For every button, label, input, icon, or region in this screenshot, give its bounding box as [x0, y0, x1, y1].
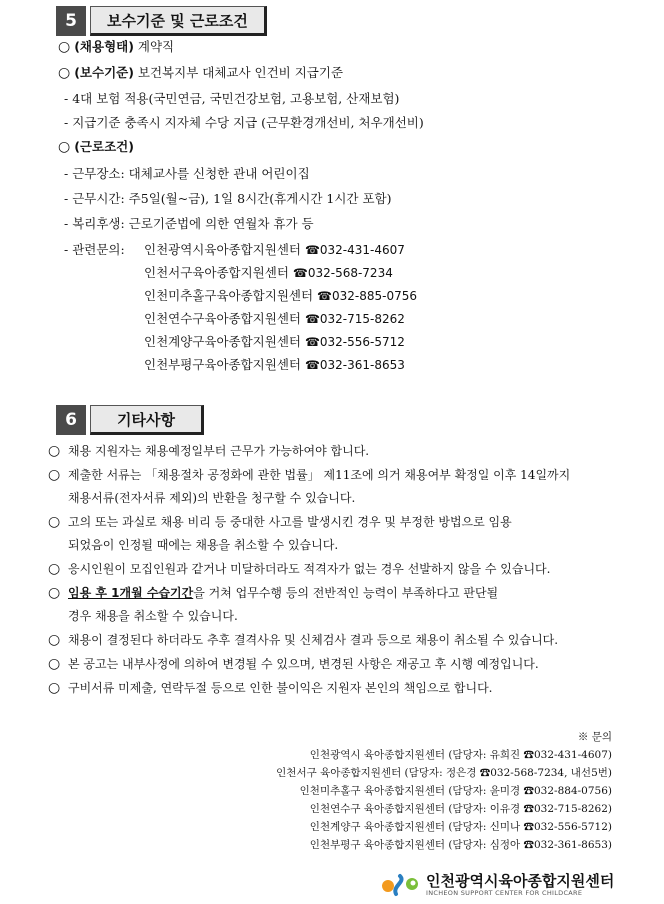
inquiry-phone: 032-885-0756	[331, 289, 417, 303]
work-conditions-label: (근로조건)	[74, 139, 134, 154]
phone-icon: ☎	[304, 312, 320, 326]
circle-bullet-icon: ○	[58, 139, 71, 155]
employment-type-value: 계약직	[133, 39, 175, 54]
work-sub-item: - 복리후생: 근로기준법에 의한 연월차 휴가 등	[64, 216, 314, 231]
pay-standard-value: 보건복지부 대체교사 인건비 지급기준	[133, 65, 344, 80]
phone-icon: ☎	[292, 266, 308, 280]
inquiry-row	[144, 333, 405, 351]
inquiry-phone: 032-556-5712	[319, 335, 405, 349]
employment-type-label: (채용형태)	[74, 39, 134, 54]
inquiry-row	[144, 241, 405, 259]
inquiry-row	[144, 287, 417, 305]
inquiry-center-name: 인천서구육아종합지원센터	[144, 265, 293, 280]
circle-bullet-icon: ○	[48, 680, 61, 696]
notice-text: 제출한 서류는 「채용절차 공정화에 관한 법률」 제11조에 의거 채용여부 확정일 이후 14일까지	[68, 468, 571, 482]
inquiry-center-name: 인천연수구육아종합지원센터	[144, 311, 305, 326]
circle-bullet-icon: ○	[48, 561, 61, 577]
notice-text: 본 공고는 내부사정에 의하여 변경될 수 있으며, 변경된 사항은 재공고 후 시행 예정입니다.	[68, 657, 539, 671]
work-conditions-line	[58, 138, 134, 156]
section-title: 보수기준 및 근로조건	[90, 6, 267, 36]
phone-icon: ☎	[304, 243, 320, 257]
notice-item	[48, 442, 369, 460]
employment-type-line	[58, 38, 174, 56]
logo-name-en: INCHEON SUPPORT CENTER FOR CHILDCARE	[426, 889, 583, 897]
inquiry-row	[144, 356, 405, 374]
center-logo-icon	[380, 872, 422, 898]
notice-text: 채용이 결정된다 하더라도 추후 결격사유 및 신체검사 결과 등으로 채용이 취소될 수 있습니다.	[68, 633, 559, 647]
section-title: 기타사항	[90, 405, 204, 435]
section-6-header	[56, 405, 204, 435]
phone-icon: ☎	[304, 335, 320, 349]
inquiry-center-name: 인천광역시육아종합지원센터	[144, 242, 305, 257]
pay-sub-item: - 4대 보험 적용(국민연금, 국민건강보험, 고용보험, 산재보험)	[64, 91, 400, 106]
notice-item	[48, 631, 558, 649]
work-sub-item: - 근무장소: 대체교사를 신청한 관내 어린이집	[64, 166, 310, 181]
notice-text: 채용 지원자는 채용예정일부터 근무가 가능하여야 합니다.	[68, 444, 370, 458]
circle-bullet-icon: ○	[48, 656, 61, 672]
notice-item	[48, 655, 539, 673]
notice-text-cont: 되었음이 인정될 때에는 채용을 취소할 수 있습니다.	[68, 538, 339, 552]
inquiry-row	[144, 264, 393, 282]
inquiry-phone: 032-568-7234	[307, 266, 393, 280]
notice-item	[48, 560, 550, 578]
circle-bullet-icon: ○	[48, 467, 61, 483]
center-logo	[380, 872, 614, 898]
notice-text: 구비서류 미제출, 연락두절 등으로 인한 불이익은 지원자 본인의 책임으로 합니다.	[68, 681, 493, 695]
notice-text: 고의 또는 과실로 채용 비리 등 중대한 사고를 발생시킨 경우 및 부정한 방법으로 임용	[68, 515, 512, 529]
inquiry-center-name: 인천계양구육아종합지원센터	[144, 334, 305, 349]
contact-row: 인천계양구 육아종합지원센터 (담당자: 신미나 ☎032-556-5712)	[309, 821, 612, 833]
pay-sub-item: - 지급기준 충족시 지자체 수당 지급 (근무환경개선비, 처우개선비)	[64, 115, 424, 130]
section-5-header	[56, 6, 267, 36]
circle-bullet-icon: ○	[48, 443, 61, 459]
circle-bullet-icon: ○	[48, 585, 61, 601]
notice-text: 을 거쳐 업무수행 등의 전반적인 능력이 부족하다고 판단될	[193, 586, 499, 600]
circle-bullet-icon: ○	[48, 514, 61, 530]
notice-item	[48, 584, 498, 602]
pay-standard-line	[58, 64, 343, 82]
notice-item	[48, 513, 512, 531]
contact-row: 인천연수구 육아종합지원센터 (담당자: 이유경 ☎032-715-8262)	[309, 803, 612, 815]
circle-bullet-icon: ○	[48, 632, 61, 648]
section-number: 6	[56, 405, 86, 435]
contact-row: 인천서구 육아종합지원센터 (담당자: 정은경 ☎032-568-7234, 내선5번)	[276, 767, 612, 779]
inquiry-label: - 관련문의:	[64, 242, 125, 257]
pay-standard-label: (보수기준)	[74, 65, 134, 80]
inquiry-phone: 032-361-8653	[319, 358, 405, 372]
notice-text: 응시인원이 모집인원과 같거나 미달하더라도 적격자가 없는 경우 선발하지 않을 수 있습니다.	[68, 562, 551, 576]
circle-bullet-icon: ○	[58, 65, 71, 81]
inquiry-phone: 032-715-8262	[319, 312, 405, 326]
contact-heading: ※ 문의	[577, 731, 612, 743]
probation-highlight: 임용 후 1개월 수습기간	[68, 586, 194, 600]
work-sub-item: - 근무시간: 주5일(월~금), 1일 8시간(휴게시간 1시간 포함)	[64, 191, 392, 206]
logo-name-ko: 인천광역시육아종합지원센터	[426, 872, 615, 890]
inquiry-center-name: 인천미추홀구육아종합지원센터	[144, 288, 318, 303]
notice-item	[48, 466, 570, 484]
inquiry-row	[144, 310, 405, 328]
phone-icon: ☎	[317, 289, 332, 303]
phone-icon: ☎	[304, 358, 320, 372]
section-number: 5	[56, 6, 86, 36]
inquiry-center-name: 인천부평구육아종합지원센터	[144, 357, 305, 372]
notice-text-cont: 채용서류(전자서류 제외)의 반환을 청구할 수 있습니다.	[68, 491, 356, 505]
contact-row: 인천부평구 육아종합지원센터 (담당자: 심정아 ☎032-361-8653)	[309, 839, 612, 851]
contact-row: 인천광역시 육아종합지원센터 (담당자: 유희진 ☎032-431-4607)	[309, 749, 612, 761]
notice-text-cont: 경우 채용을 취소할 수 있습니다.	[68, 609, 238, 623]
contact-row: 인천미추홀구 육아종합지원센터 (담당자: 윤미경 ☎032-884-0756)	[299, 785, 612, 797]
circle-bullet-icon: ○	[58, 39, 71, 55]
inquiry-phone: 032-431-4607	[319, 243, 405, 257]
notice-item	[48, 679, 493, 697]
